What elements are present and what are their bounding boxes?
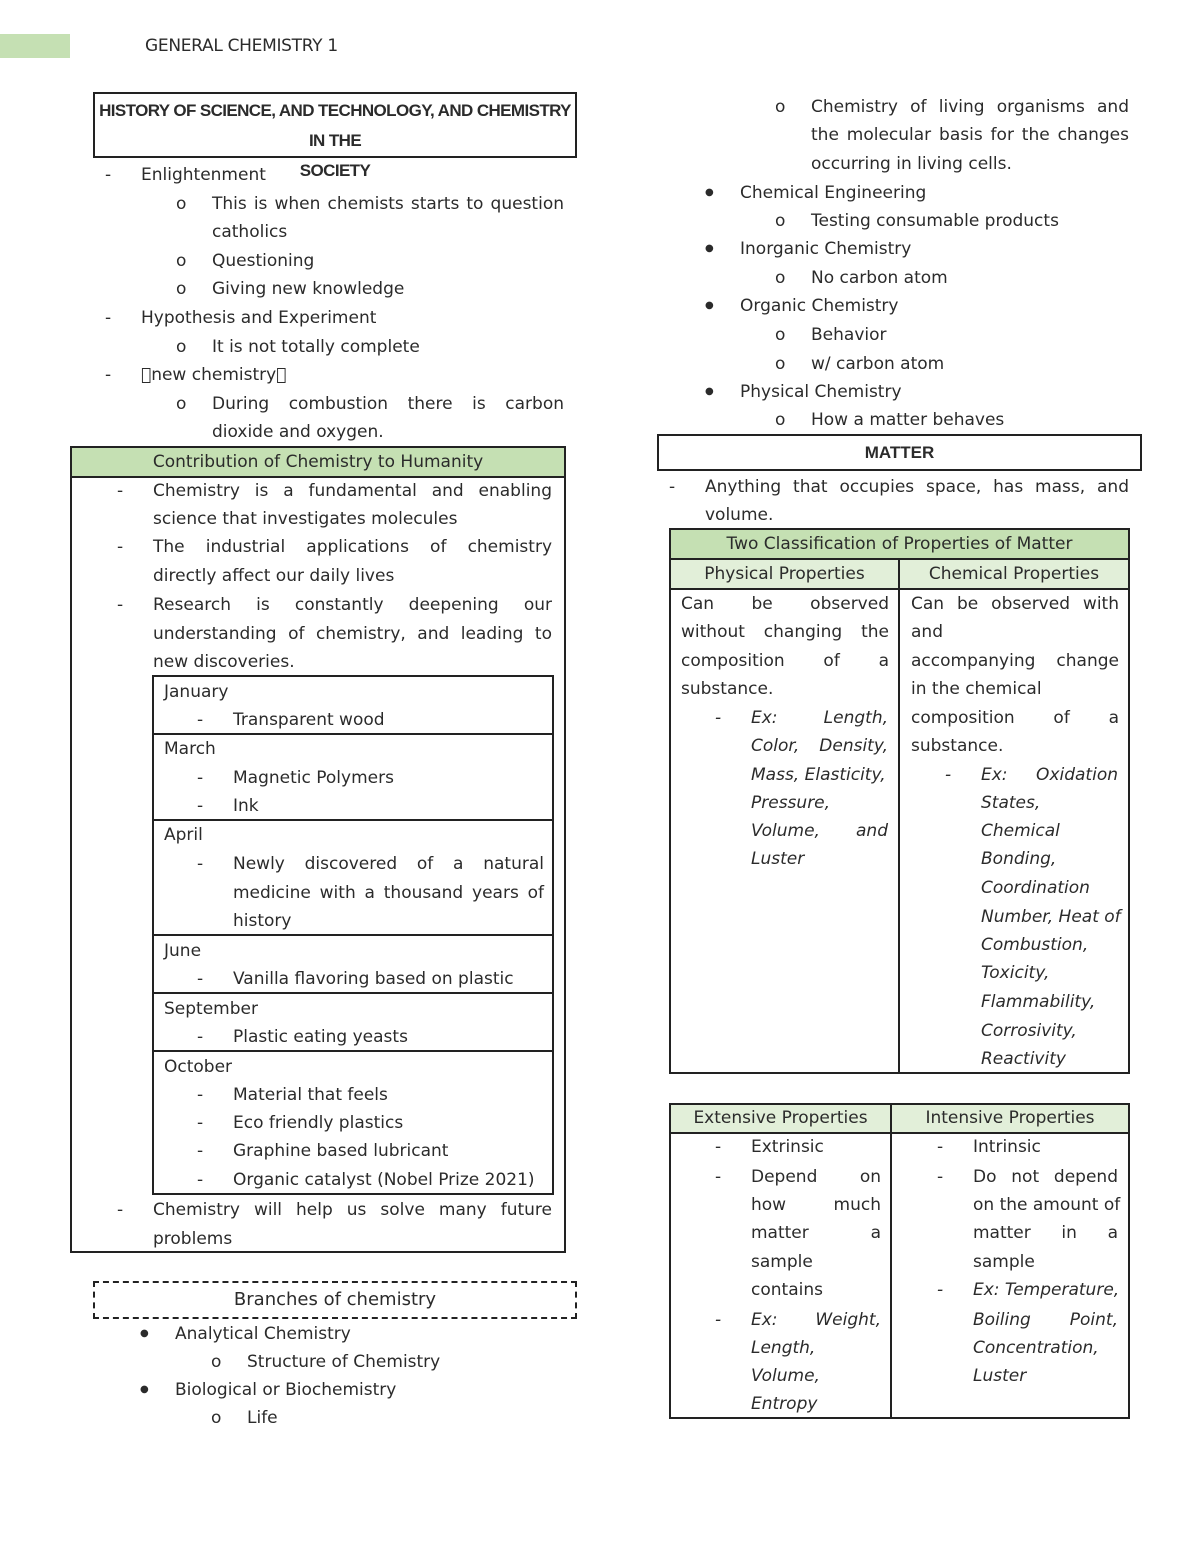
cell-text: Bonding, bbox=[981, 849, 1057, 869]
month-label: April bbox=[164, 825, 203, 845]
physical-header: Physical Properties bbox=[671, 560, 898, 590]
list-item: history bbox=[233, 911, 292, 931]
cell-text: Flammability, bbox=[981, 992, 1096, 1012]
list-item: o This is when chemists starts to question bbox=[212, 190, 564, 218]
list-item: ● Organic Chemistry bbox=[740, 292, 899, 320]
chemical-header: Chemical Properties bbox=[900, 560, 1128, 590]
month-label: October bbox=[164, 1057, 233, 1077]
cell-text: contains bbox=[751, 1280, 823, 1300]
cell-text: Mass, Elasticity, bbox=[751, 765, 886, 785]
list-item: ● Chemical Engineering bbox=[740, 179, 926, 207]
cell-text: sample bbox=[973, 1252, 1035, 1272]
list-item: ● Physical Chemistry bbox=[740, 378, 902, 406]
list-item: - Transparent wood bbox=[233, 706, 385, 734]
list-item: the molecular basis for the changes bbox=[811, 125, 1129, 145]
list-item: ● Biological or Biochemistry bbox=[175, 1376, 396, 1404]
list-item: o Testing consumable products bbox=[811, 207, 1059, 235]
properties-table-title: Two Classification of Properties of Matter bbox=[671, 530, 1128, 560]
column-divider bbox=[890, 1105, 892, 1417]
list-item: science that investigates molecules bbox=[153, 509, 458, 529]
list-item: o Giving new knowledge bbox=[212, 275, 404, 303]
column-divider bbox=[898, 558, 900, 1072]
list-item: o w/ carbon atom bbox=[811, 350, 944, 378]
list-item: problems bbox=[153, 1229, 233, 1249]
history-title-line1: HISTORY OF SCIENCE, AND TECHNOLOGY, AND CHEMISTRY IN THE bbox=[99, 101, 571, 150]
list-item: o Behavior bbox=[811, 321, 887, 349]
cell-text: Boiling Point, bbox=[973, 1310, 1118, 1330]
list-item: - Chemistry will help us solve many future bbox=[153, 1196, 552, 1224]
cell-text: sample bbox=[751, 1252, 813, 1272]
row-divider bbox=[152, 934, 554, 936]
list-item: ● Analytical Chemistry bbox=[175, 1320, 351, 1348]
course-header: GENERAL CHEMISTRY 1 bbox=[145, 36, 338, 56]
list-item: occurring in living cells. bbox=[811, 154, 1012, 174]
header-accent-bar bbox=[0, 34, 70, 58]
cell-text: Volume, bbox=[751, 1366, 820, 1386]
list-item: - Enlightenment bbox=[141, 161, 266, 189]
cell-text: Entropy bbox=[751, 1394, 818, 1414]
list-item: catholics bbox=[212, 222, 288, 242]
cell-text: - Extrinsic bbox=[751, 1133, 824, 1161]
cell-text: Length, bbox=[751, 1338, 816, 1358]
list-item: -  new chemistry  bbox=[141, 361, 286, 389]
cell-text: matter a bbox=[751, 1223, 881, 1243]
list-item: o No carbon atom bbox=[811, 264, 948, 292]
list-item: - Research is constantly deepening our bbox=[153, 591, 552, 619]
cell-text: Number, Heat of bbox=[981, 907, 1121, 927]
intensive-header: Intensive Properties bbox=[892, 1105, 1128, 1134]
list-item: directly affect our daily lives bbox=[153, 566, 395, 586]
list-item: - Organic catalyst (Nobel Prize 2021) bbox=[233, 1166, 535, 1194]
extensive-intensive-table bbox=[669, 1103, 1130, 1419]
list-item: - Chemistry is a fundamental and enabling bbox=[153, 477, 552, 505]
cell-text: and bbox=[911, 622, 943, 642]
list-item: - Graphine based lubricant bbox=[233, 1137, 448, 1165]
list-item: - Eco friendly plastics bbox=[233, 1109, 403, 1137]
list-item: - Anything that occupies space, has mass, and bbox=[705, 473, 1129, 501]
list-item: dioxide and oxygen. bbox=[212, 422, 384, 442]
list-item: - The industrial applications of chemistry bbox=[153, 533, 552, 561]
contribution-title: Contribution of Chemistry to Humanity bbox=[72, 448, 564, 478]
cell-text: - Do not depend bbox=[973, 1163, 1118, 1191]
extensive-header: Extensive Properties bbox=[671, 1105, 890, 1134]
cell-text: Corrosivity, bbox=[981, 1021, 1077, 1041]
list-item: - Hypothesis and Experiment bbox=[141, 304, 376, 332]
cell-text: Reactivity bbox=[981, 1049, 1066, 1069]
list-item: - Magnetic Polymers bbox=[233, 764, 394, 792]
list-item: o During combustion there is carbon bbox=[212, 390, 564, 418]
cell-text: - Ex: Temperature, bbox=[973, 1276, 1119, 1304]
cell-text: Luster bbox=[973, 1366, 1027, 1386]
month-label: September bbox=[164, 999, 258, 1019]
cell-text: Can be observed with bbox=[911, 594, 1119, 614]
cell-text: accompanying change bbox=[911, 651, 1119, 671]
list-item: - Newly discovered of a natural bbox=[233, 850, 544, 878]
branches-title: Branches of chemistry bbox=[93, 1281, 577, 1319]
list-item: - Ink bbox=[233, 792, 259, 820]
list-item: - Vanilla flavoring based on plastic bbox=[233, 965, 514, 993]
cell-text: Can be observed bbox=[681, 594, 889, 614]
list-item: new discoveries. bbox=[153, 652, 295, 672]
month-label: January bbox=[164, 682, 229, 702]
list-item: understanding of chemistry, and leading to bbox=[153, 624, 552, 644]
list-item: o How a matter behaves bbox=[811, 406, 1004, 434]
cell-text: Combustion, bbox=[981, 935, 1089, 955]
matter-title: MATTER bbox=[657, 434, 1142, 471]
cell-text: Toxicity, bbox=[981, 963, 1050, 983]
month-label: March bbox=[164, 739, 216, 759]
cell-text: - Depend on bbox=[751, 1163, 881, 1191]
cell-text: how much bbox=[751, 1195, 881, 1215]
cell-text: on the amount of bbox=[973, 1195, 1121, 1215]
row-divider bbox=[152, 819, 554, 821]
list-item: o It is not totally complete bbox=[212, 333, 420, 361]
list-item: o Structure of Chemistry bbox=[247, 1348, 440, 1376]
cell-text: - Ex: Weight, bbox=[751, 1306, 881, 1334]
cell-text: without changing the bbox=[681, 622, 889, 642]
list-item: o Questioning bbox=[212, 247, 314, 275]
cell-text: Concentration, bbox=[973, 1338, 1099, 1358]
list-item: - Plastic eating yeasts bbox=[233, 1023, 408, 1051]
cell-text: composition of a bbox=[911, 708, 1119, 728]
list-item: o Chemistry of living organisms and bbox=[811, 93, 1129, 121]
cell-text: Chemical bbox=[981, 821, 1060, 841]
cell-text: substance. bbox=[911, 736, 1004, 756]
month-label: June bbox=[164, 941, 202, 961]
cell-text: Volume, and bbox=[751, 821, 888, 841]
cell-text: Coordination bbox=[981, 878, 1090, 898]
cell-text: in the chemical bbox=[911, 679, 1042, 699]
cell-text: composition of a bbox=[681, 651, 889, 671]
cell-text: substance. bbox=[681, 679, 774, 699]
list-item: ● Inorganic Chemistry bbox=[740, 235, 911, 263]
cell-text: Luster bbox=[751, 849, 805, 869]
cell-text: - Ex: Oxidation bbox=[981, 761, 1118, 789]
list-item: o Life bbox=[247, 1404, 278, 1432]
history-title-line2: SOCIETY bbox=[299, 161, 371, 180]
list-item: - Material that feels bbox=[233, 1081, 388, 1109]
cell-text: Color, Density, bbox=[751, 736, 888, 756]
cell-text: Pressure, bbox=[751, 793, 831, 813]
cell-text: matter in a bbox=[973, 1223, 1118, 1243]
cell-text: - Ex: Length, bbox=[751, 704, 888, 732]
list-item: medicine with a thousand years of bbox=[233, 883, 544, 903]
list-item: volume. bbox=[705, 505, 774, 525]
cell-text: - Intrinsic bbox=[973, 1133, 1041, 1161]
cell-text: States, bbox=[981, 793, 1041, 813]
